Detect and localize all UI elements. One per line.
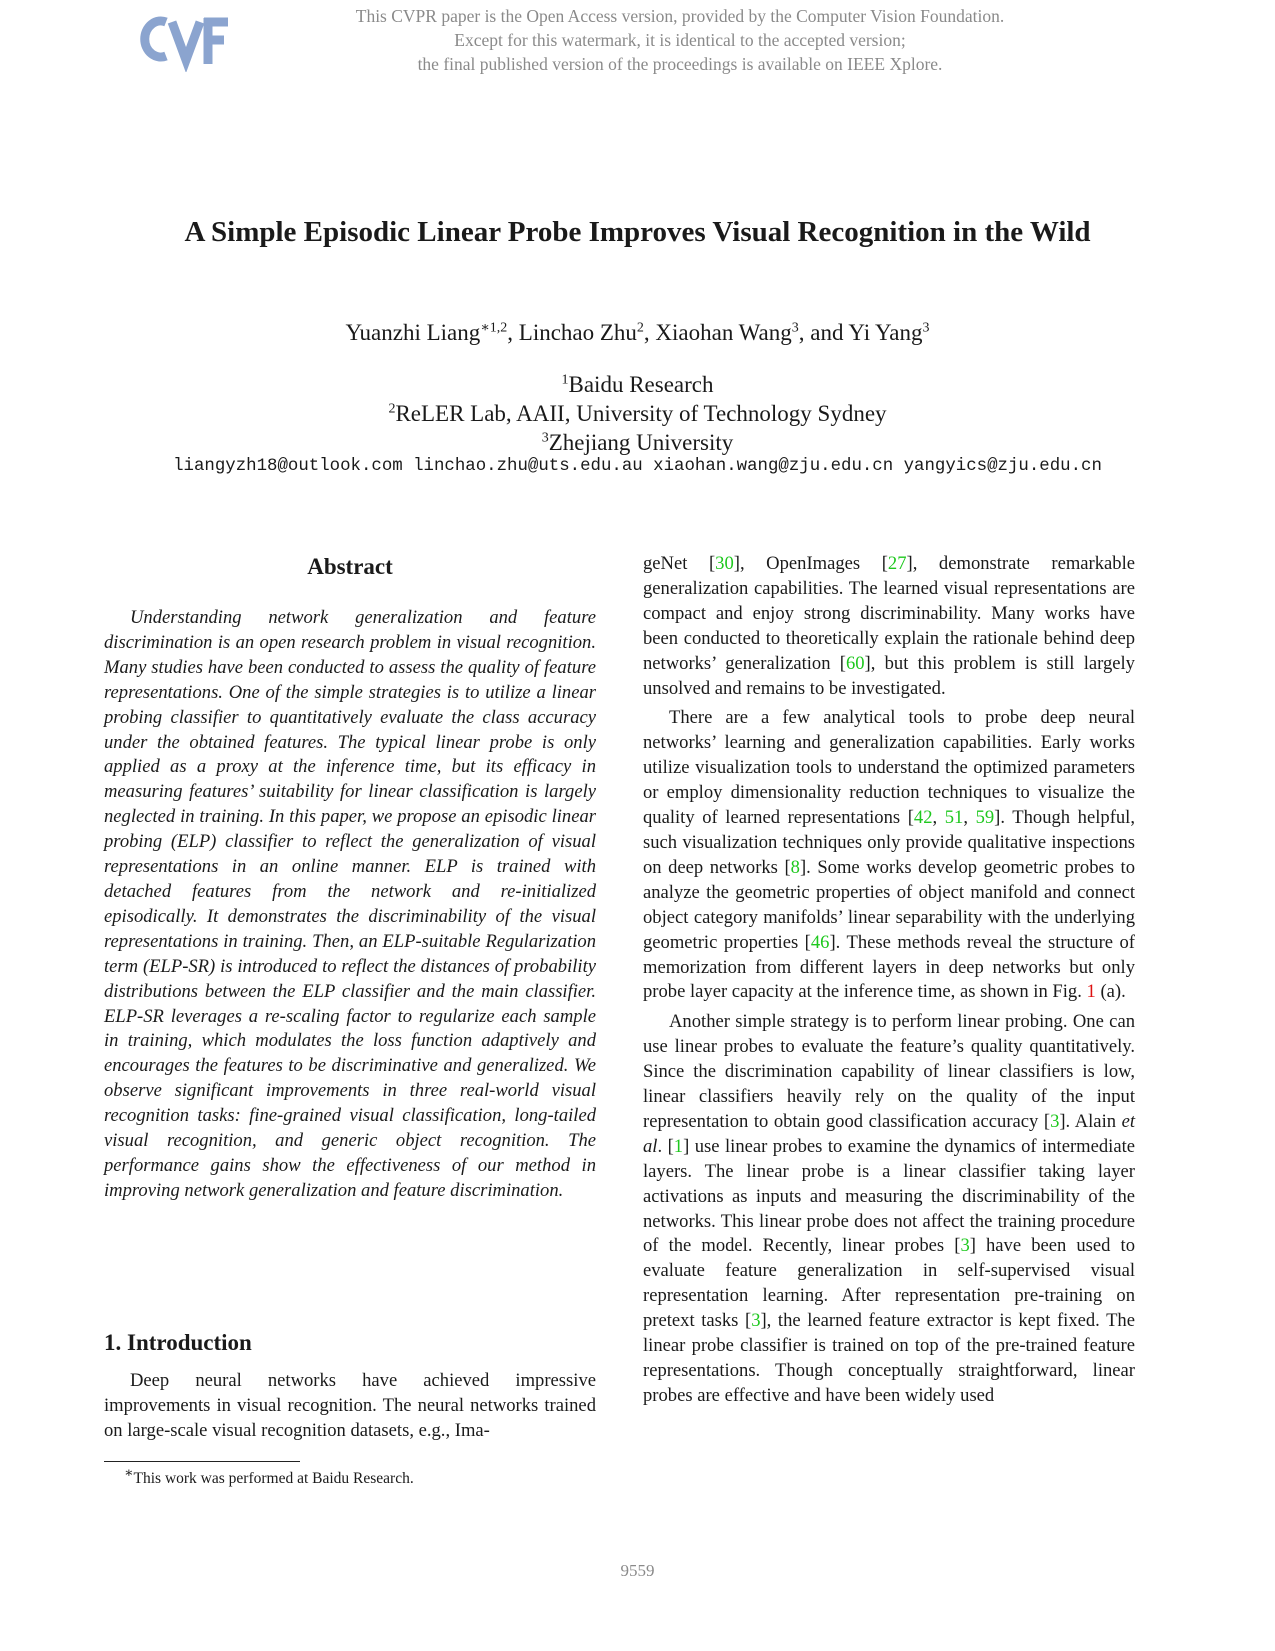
affiliation-mark: 3 <box>541 430 549 446</box>
author-list <box>0 318 1275 348</box>
cvf-logo-icon <box>136 8 232 72</box>
abstract-text: Understanding network generalization and feature discrimination is an open research problem in visual recognition. Many studies have been conducted to assess the quality of feature representations. One of the simple strategies is to utilize a linear probing classifier to quantitatively evaluate the class accuracy under the obtained features. The typical linear probe is only applied as a proxy at the inference time, but its efficacy in measuring features’ suitability for linear classification is largely neglected in training. In this paper, we propose an episodic linear probing (ELP) classifier to reflect the generalization of visual representations in an online manner. ELP is trained with detached features from the network and re-initialized episodically. It demonstrates the discriminability of the visual representations in training. Then, an ELP-suitable Regularization term (ELP-SR) is introduced to reflect the distances of probability distributions between the ELP classifier and the main classifier. ELP-SR leverages a re-scaling factor to regularize each sample in training, which modulates the loss function adaptively and encourages the features to be discriminative and generalized. We observe significant improvements in three real-world visual recognition tasks: fine-grained visual classification, long-tailed visual recognition, and generic object recognition. The performance gains show the effectiveness of our method in improving network generalization and feature discrimination. <box>104 607 596 1201</box>
author-name: Yi Yang <box>848 320 923 345</box>
affiliation-name: Zhejiang University <box>548 430 734 455</box>
author-affil-mark: 2 <box>636 320 644 336</box>
affiliation-mark: 2 <box>388 401 396 417</box>
author-affil-mark: 3 <box>922 320 930 336</box>
affiliation <box>0 399 1275 428</box>
watermark-line-2: Except for this watermark, it is identical to the accepted version; <box>454 30 906 50</box>
author-emails: liangyzh18@outlook.com linchao.zhu@uts.edu.au xiaohan.wang@zju.edu.cn yangyics@zju.edu.cn <box>173 457 1102 476</box>
citation-link[interactable]: 30 <box>715 553 734 574</box>
citation-link[interactable]: 51 <box>944 807 964 829</box>
citation-link[interactable]: 27 <box>887 553 907 574</box>
abstract-heading: Abstract <box>307 554 393 579</box>
citation-link[interactable]: 3 <box>960 1235 970 1257</box>
figure-ref-link[interactable]: 1 <box>1086 981 1096 1003</box>
citation-link[interactable]: 3 <box>1050 1110 1060 1132</box>
citation-link[interactable]: 3 <box>751 1310 761 1332</box>
affiliation <box>0 370 1275 399</box>
citation-link[interactable]: 60 <box>845 652 865 674</box>
page-number: 9559 <box>620 1561 655 1580</box>
footnote-text: This work was performed at Baidu Research. <box>133 1470 414 1487</box>
citation-link[interactable]: 8 <box>790 856 800 878</box>
italic-text: et al <box>643 1110 1135 1157</box>
author-affil-mark: 3 <box>791 320 799 336</box>
paragraph: There are a few analytical tools to probe deep neural networks’ learning and generalization capabilities. Early works utilize visualization tools to understand the optimized parameters or employ dimensionality reduction techniques to visualize the quality of learned representations [42, 51, 59]. Though helpful, such visualization techniques only provide qualitative inspections on deep networks [8]. Some works develop geometric probes to analyze the geometric properties of object manifold and connect object category manifolds’ linear separability with the underlying geometric properties [46]. These methods reveal the structure of memorization from different layers in deep networks but only probe layer capacity at the inference time, as shown in Fig. 1 (a). <box>643 707 1136 1003</box>
paper-title: A Simple Episodic Linear Probe Improves Visual Recognition in the Wild <box>184 216 1091 248</box>
watermark-line-3: the final published version of the proceedings is available on IEEE Xplore. <box>417 54 943 74</box>
citation-link[interactable]: 1 <box>673 1135 684 1157</box>
author-affil-mark: ∗1,2 <box>480 320 508 336</box>
author-separator: , <box>507 320 519 345</box>
paragraph: geNet [30], OpenImages [27], demonstrate remarkable generalization capabilities. The learned visual representations are compact and enjoy strong discriminability. Many works have been conducted to theoretically explain the rationale behind deep networks’ generalization [60], but this problem is still largely unsolved and remains to be investigated. <box>643 553 1135 699</box>
author-separator: , <box>643 320 656 345</box>
footnote-divider <box>104 1461 300 1462</box>
citation-link[interactable]: 46 <box>810 931 830 953</box>
paragraph: Another simple strategy is to perform linear probing. One can use linear probes to evaluate the feature’s quality quantitatively. Since the discrimination capability of linear classifiers is low, linear classifiers heavily rely on the quality of the input representation to obtain good classification accuracy [3]. Alain et al. [1] use linear probes to examine the dynamics of intermediate layers. The linear probe is a linear classifier taking layer activations as inputs and measuring the discriminability of the networks. This linear probe does not affect the training procedure of the model. Recently, linear probes [3] have been used to evaluate feature generalization in self-supervised visual representation learning. After representation pre-training on pretext tasks [3], the learned feature extractor is kept fixed. The linear probe classifier is trained on top of the pre-trained feature representations. Though conceptually straightforward, linear probes are effective and have been widely used <box>643 1011 1135 1406</box>
introduction-heading: 1. Introduction <box>104 1330 252 1355</box>
right-column-body <box>643 552 1135 1414</box>
affiliation-name: Baidu Research <box>568 372 714 397</box>
open-access-watermark <box>240 4 1120 76</box>
footnote-mark: ∗ <box>124 1465 134 1481</box>
introduction-text: Deep neural networks have achieved impressive improvements in visual recognition. The neural networks trained on large-scale visual recognition datasets, e.g., Ima- <box>104 1370 596 1441</box>
author-name: Yuanzhi Liang <box>345 320 481 345</box>
affiliation-list <box>0 370 1275 457</box>
citation-link[interactable]: 59 <box>975 807 995 829</box>
affiliation-mark: 1 <box>561 372 569 388</box>
affiliation-name: ReLER Lab, AAII, University of Technology Sydney <box>395 401 887 426</box>
affiliation <box>0 428 1275 457</box>
citation-link[interactable]: 42 <box>913 807 933 829</box>
author-name: Linchao Zhu <box>518 320 637 345</box>
footnote <box>124 1465 414 1489</box>
author-separator: , and <box>798 320 849 345</box>
author-name: Xiaohan Wang <box>655 320 792 345</box>
watermark-line-1: This CVPR paper is the Open Access version, provided by the Computer Vision Foundation. <box>355 6 1005 26</box>
